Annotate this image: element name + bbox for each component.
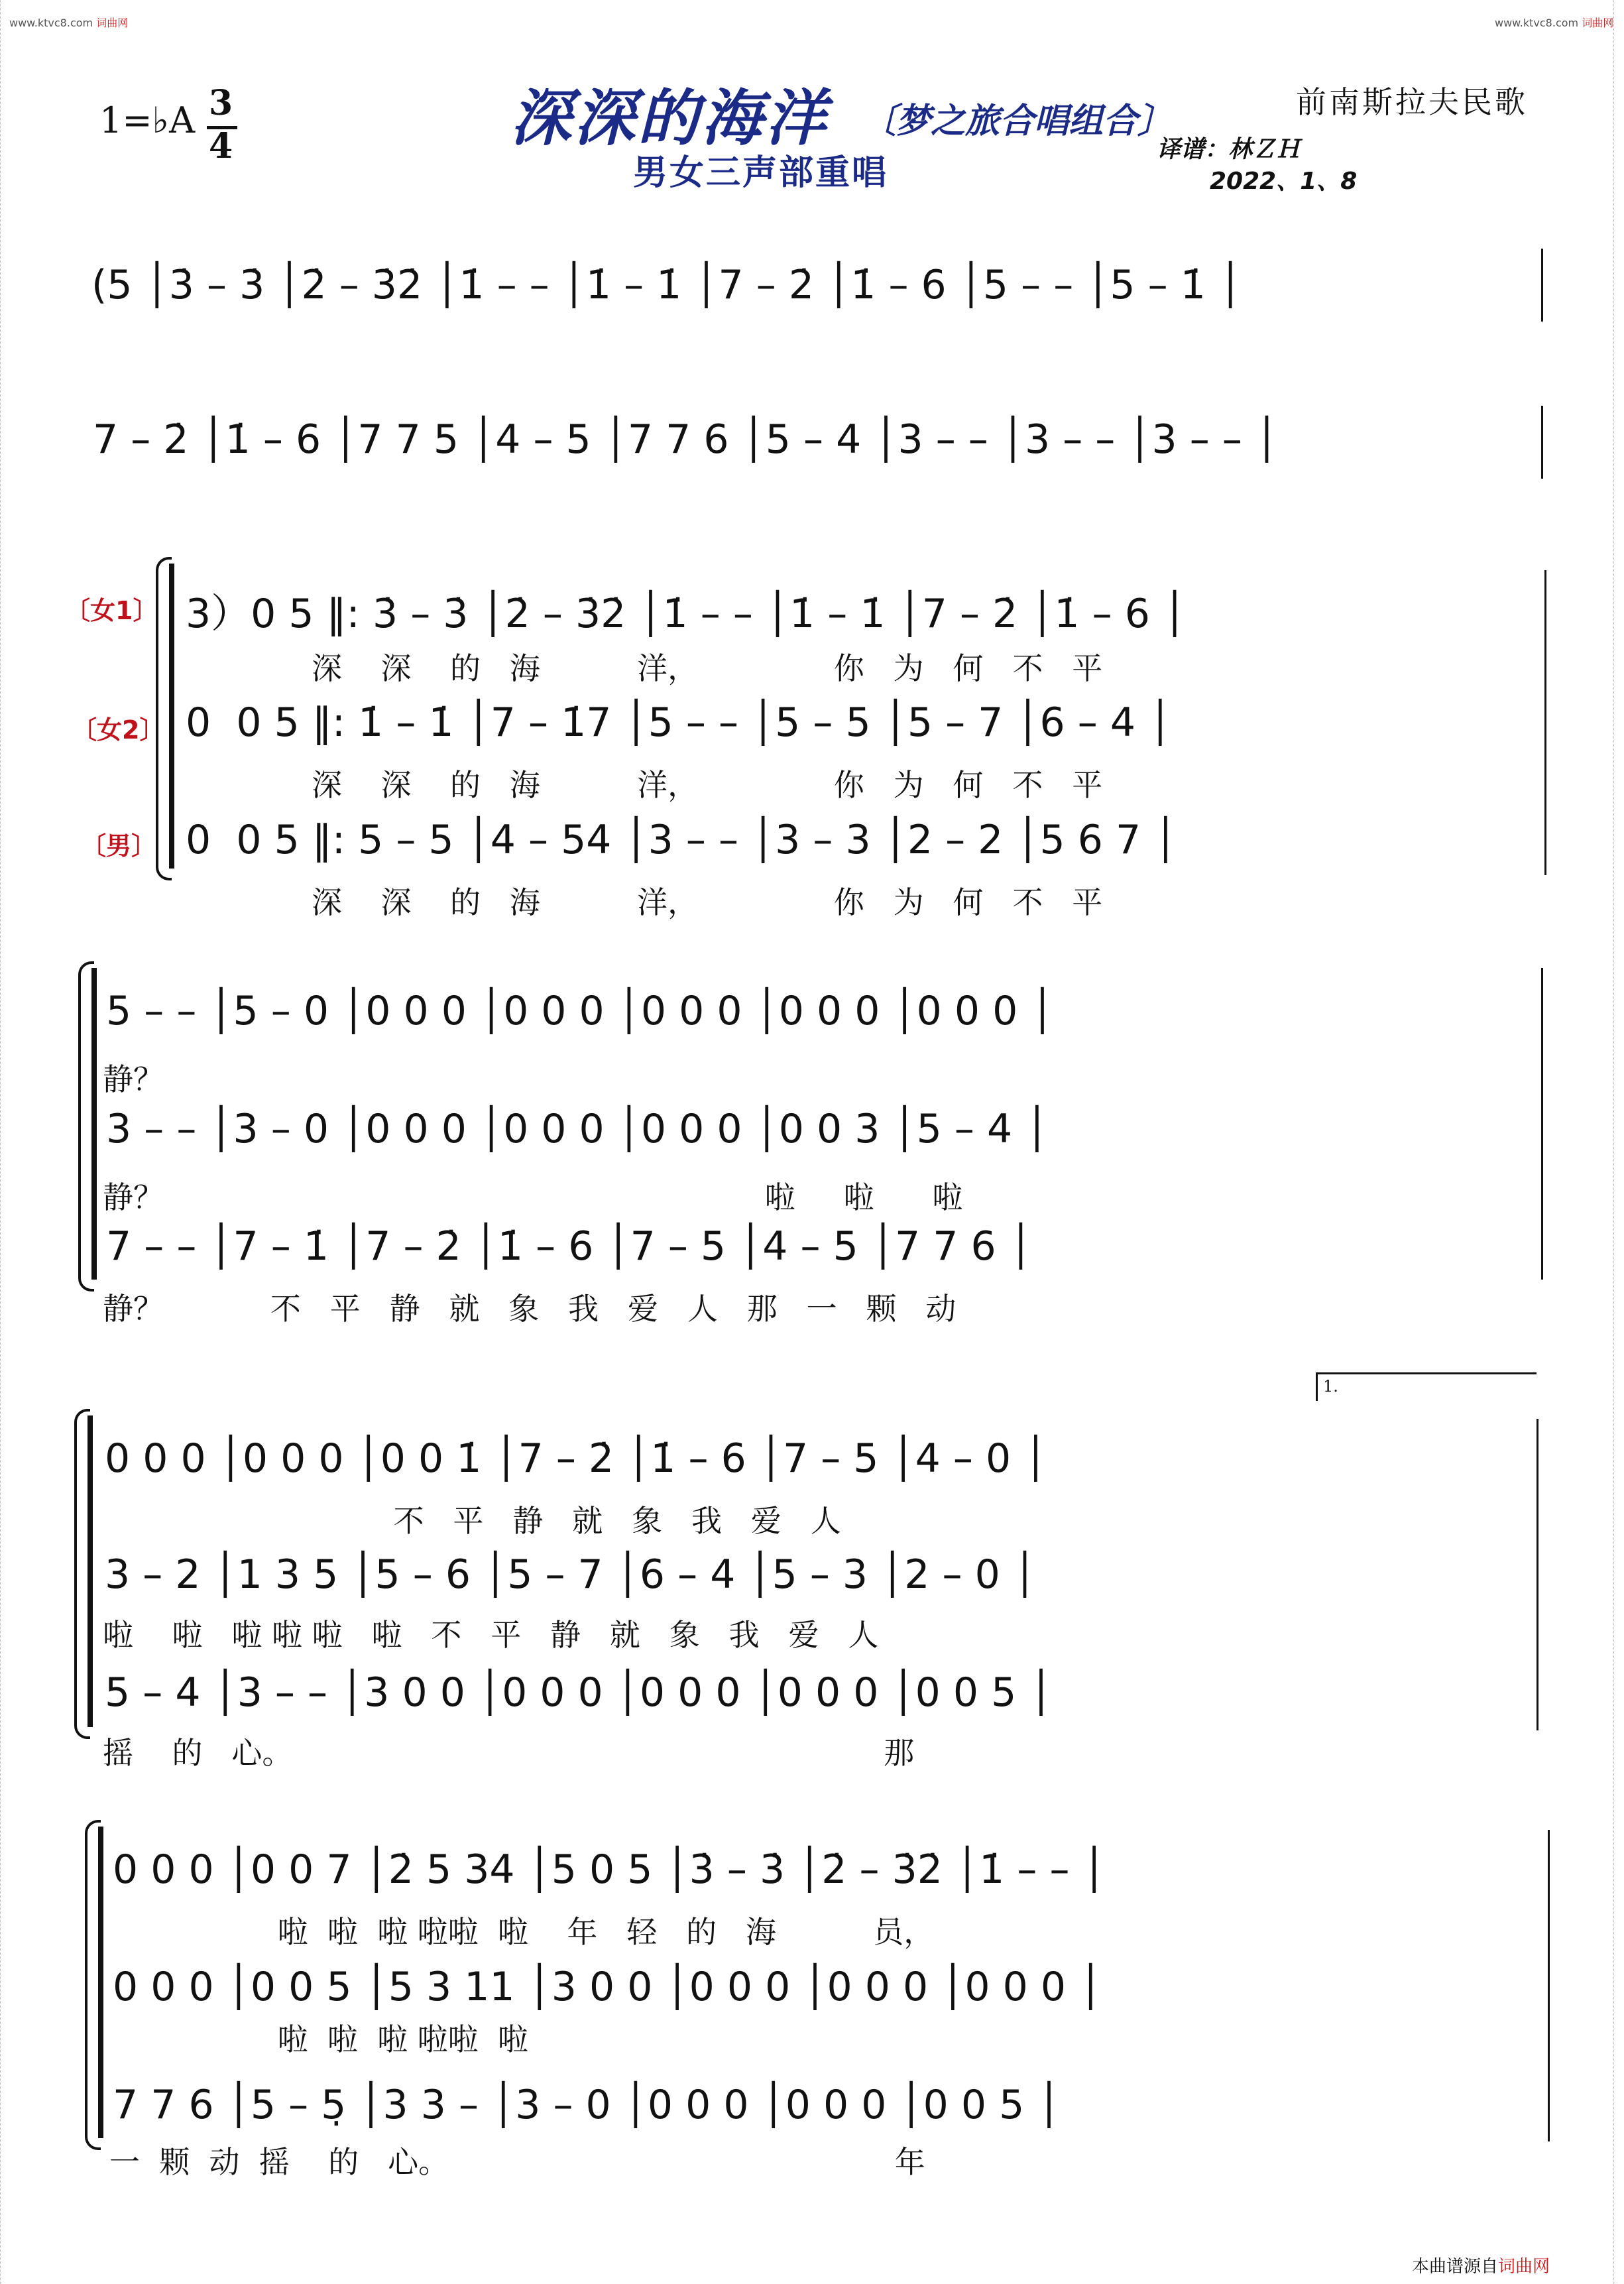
barline-end <box>1541 968 1543 1280</box>
system-bracket-bar <box>169 564 174 869</box>
barline-end <box>1541 249 1543 322</box>
barline-end <box>1544 570 1546 875</box>
s1-male-lyrics: 深 深 的 海 洋， 你 为 何 不 平 <box>312 884 1103 920</box>
system-bracket-bar <box>87 1415 93 1727</box>
song-performer: 〔梦之旅合唱组合〕 <box>862 101 1173 141</box>
system-bracket-bar <box>98 1827 103 2138</box>
s2-female2-lyrics: 静？ 啦 啦 啦 <box>103 1179 963 1215</box>
s3-female1-lyrics: 不 平 静 就 象 我 爱 人 <box>103 1503 841 1539</box>
arrangement-date: 2022、1、8 <box>1210 168 1358 195</box>
s2-male-notes: 7 – – │7 – 1̇ │7 – 2̇ │1̇ – 6 │7 – 5 │4 – 5 │7 7 6 │ <box>106 1223 1033 1270</box>
s3-male-lyrics: 摇 的 心。 那 <box>103 1735 915 1771</box>
time-signature-numerator: 3 <box>209 83 233 123</box>
part-label-male: 〔男〕 <box>81 831 157 861</box>
watermark-left: www.ktvc8.com 词曲网 <box>9 17 129 29</box>
barline-end <box>1548 1830 1550 2141</box>
left-edge-strip <box>0 0 10 2284</box>
s4-female1-lyrics: 啦 啦 啦 啦啦 啦 年 轻 的 海 员， <box>113 1914 935 1950</box>
s4-female2-notes: 0 0 0 │0 0 5 │5 3 11 │3 0 0 │0 0 0 │0 0 0 │0 0 0 │ <box>113 1964 1103 2010</box>
s2-female1-notes: 5 – – │5 – 0 │0 0 0 │0 0 0 │0 0 0 │0 0 0 │0 0 0 │ <box>106 988 1055 1034</box>
s4-female2-lyrics: 啦 啦 啦 啦啦 啦 <box>113 2021 528 2057</box>
part-label-female1: 〔女1〕 <box>65 596 158 625</box>
s2-female1-lyrics: 静？ <box>103 1061 164 1097</box>
system-bracket-bar <box>91 968 97 1280</box>
s4-male-notes: 7 7 6 │5 – 5̣ │3 3 – │3 – 0 │0 0 0 │0 0 0 │0 0 5 │ <box>113 2082 1061 2128</box>
s1-female2-notes: 0 0 5 ‖: 1̇ – 1̇ │7 – 1̇7 │5 – – │5 – 5 │5 – 7 │6 – 4 │ <box>186 699 1173 746</box>
time-signature-denominator: 4 <box>209 126 233 166</box>
right-edge-strip <box>1613 0 1623 2284</box>
arranger-credit: 译谱：林ＺＨ <box>1157 136 1301 163</box>
s1-male-notes: 0 0 5 ‖: 5 – 5 │4 – 54 │3 – – │3 – 3 │2 – 2 │5 6 7 │ <box>186 817 1178 863</box>
song-subtitle: 男女三声部重唱 <box>633 153 889 193</box>
s3-female2-notes: 3 – 2 │1 3 5 │5 – 6 │5 – 7 │6 – 4 │5 – 3 │2 – 0 │ <box>105 1551 1037 1598</box>
s2-male-lyrics: 静？ 不 平 静 就 象 我 爱 人 那 一 颗 动 <box>103 1291 957 1327</box>
first-ending-bracket: 1. <box>1316 1372 1537 1401</box>
intro-line-1: (5 │3̇ – 3̇ │2̇ – 3̇2̇ │1̇ – – │1̇ – 1̇ │7 – 2̇ │1̇ – 6 │5 – – │5 – 1̇ │ <box>91 262 1243 308</box>
s4-male-lyrics: 一 颗 动 摇 的 心。 年 <box>109 2144 925 2180</box>
source-note: 本曲谱源自词曲网 <box>1412 2257 1550 2277</box>
s1-female2-lyrics: 深 深 的 海 洋， 你 为 何 不 平 <box>312 767 1103 803</box>
s3-male-notes: 5 – 4 │3 – – │3 0 0 │0 0 0 │0 0 0 │0 0 0 │0 0 5 │ <box>105 1669 1053 1716</box>
s3-female2-lyrics: 啦 啦 啦 啦 啦 啦 不 平 静 就 象 我 爱 人 <box>103 1617 879 1653</box>
intro-line-2: 7 – 2̇ │1̇ – 6 │7 7 5 │4 – 5 │7 7 6 │5 – 4 │3 – – │3 – – │3 – – │ <box>93 416 1279 463</box>
s4-female1-notes: 0 0 0 │0 0 7 │2̇ 5 34 │5 0 5 │3̇ – 3̇ │2̇ – 3̇2̇ │1̇ – – │ <box>113 1846 1106 1893</box>
s2-female2-notes: 3 – – │3 – 0 │0 0 0 │0 0 0 │0 0 0 │0 0 3 │5 – 4 │ <box>106 1106 1049 1152</box>
s1-female1-notes: 3）0 5 ‖: 3̇ – 3̇ │2̇ – 3̇2̇ │1̇ – – │1̇ – 1̇ │7 – 2̇ │1̇ – 6 │ <box>186 591 1187 637</box>
s1-female1-lyrics: 深 深 的 海 洋， 你 为 何 不 平 <box>312 650 1103 686</box>
watermark-right: www.ktvc8.com 词曲网 <box>1495 17 1614 29</box>
key-signature: 1=♭A <box>99 99 196 141</box>
song-title: 深深的海洋 <box>510 83 829 154</box>
s3-female1-notes: 0 0 0 │0 0 0 │0 0 1̇ │7 – 2̇ │1̇ – 6 │7 – 5 │4 – 0 │ <box>105 1435 1048 1482</box>
barline-end <box>1541 406 1543 479</box>
composer-credit: 前南斯拉夫民歌 <box>1296 84 1528 120</box>
barline-end <box>1537 1419 1538 1730</box>
part-label-female2: 〔女2〕 <box>72 715 165 745</box>
